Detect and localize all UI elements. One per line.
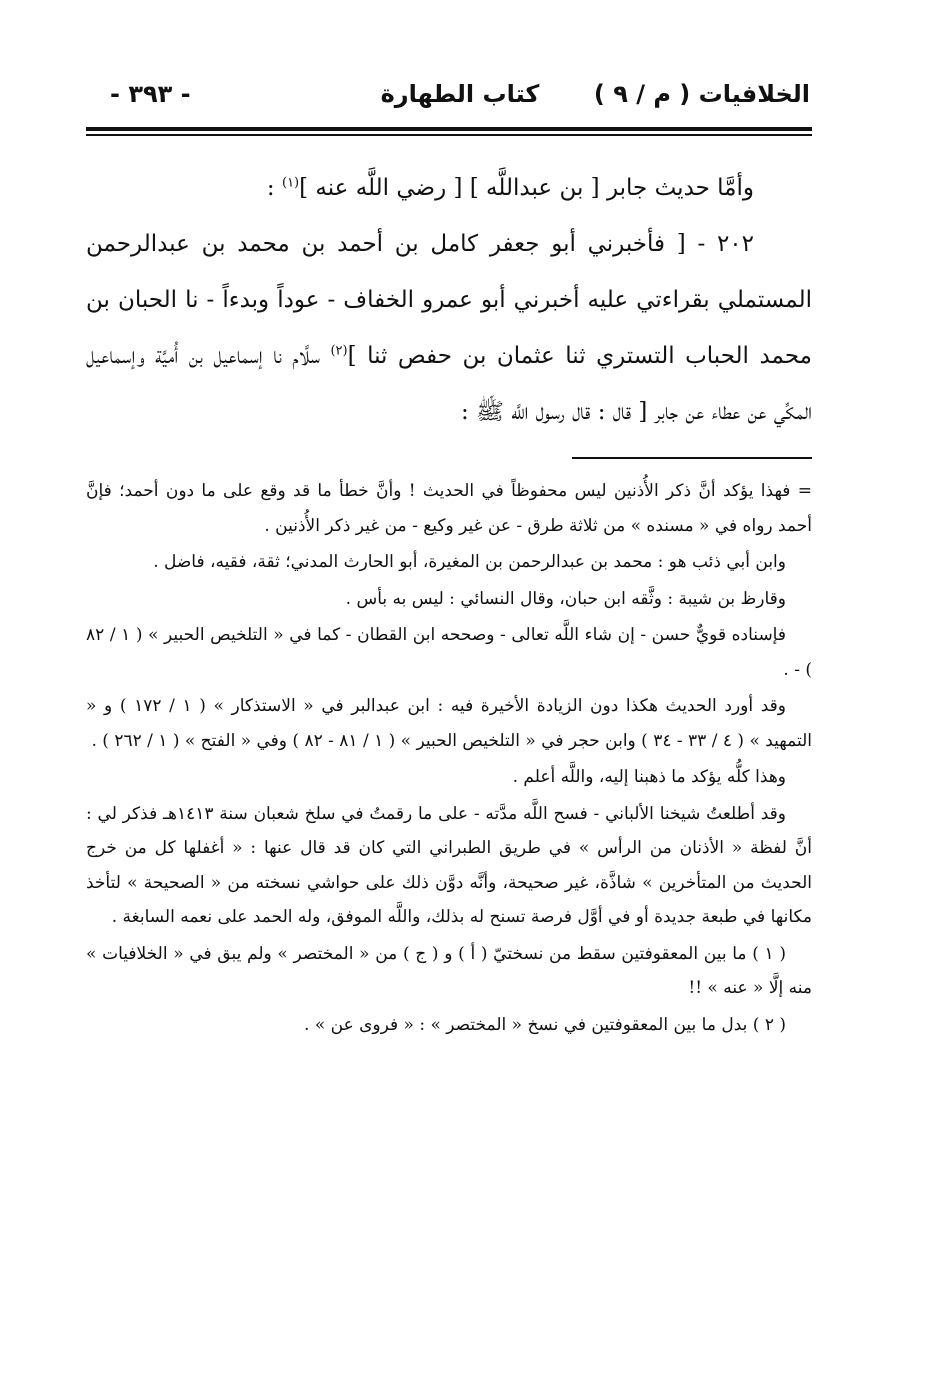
main-paragraph-2-end: سلَّام نا إسماعيل بن أُميَّة وإسماعيل المكِّي عن عطاء عن جابر [ قال : قال رسول اللَّه ﷺ : (86, 343, 812, 425)
main-paragraph-1 (86, 160, 812, 216)
header-rule-thin (86, 134, 812, 136)
note-paragraph: = فهذا يؤكد أنَّ ذكر الأُذنين ليس محفوظاً في الحديث ! وأنَّ خطأ ما قد وقع على ما دون أحمد؛ فإنَّ أحمد رواه في « مسنده » من ثلاثة طرق - عن غير وكيع - من غير ذكر الأُذنين . (86, 481, 812, 536)
footnote-1: ( ١ ) ما بين المعقوفتين سقط من نسختيّ ( أ ) و ( ج ) من « المختصر » ولم يبق في « الخلافيات » منه إلَّا « عنه » !! (86, 943, 812, 998)
notes-section (86, 474, 812, 1044)
note-paragraph: وقد أطلعتُ شيخنا الألباني - فسح اللَّه مدَّته - على ما رقمتُ في سلخ شعبان سنة ١٤١٣هـ فذكر لي : أنَّ لفظة « الأذنان من الرأس » في طريق الطبراني التي كان قد قال عنها : « أغفلها كل من خرج الحديث من المتأخرين » شاذَّة، غير صحيحة، وأنَّه دوَّن ذلك على حواشي نسخته من « الصحيحة » لتأخذ مكانها في طبعة جديدة أو في أوَّل فرصة تسنح له بذلك، واللَّه الموفق، وله الحمد على نعمه السابغة . (86, 803, 812, 927)
page-header (110, 76, 810, 120)
header-rule-thick (86, 127, 812, 131)
main-paragraph-2 (86, 216, 812, 440)
book-volume-label: الخلافيات ( م / ٩ ) (593, 80, 810, 108)
note-paragraph: وقارظ بن شيبة : وثَّقه ابن حبان، وقال النسائي : ليس به بأس . (345, 588, 786, 609)
main-paragraph-1-end: : (266, 175, 282, 201)
note-paragraph: فإسناده قويٌّ حسن - إن شاء اللَّه تعالى - وصححه ابن القطان - كما في « التلخيص الحبير » ( ١ / ٨٢ ) - . (86, 625, 812, 680)
note-paragraph: وابن أبي ذئب هو : محمد بن عبدالرحمن بن المغيرة، أبو الحارث المدني؛ ثقة، فقيه، فاضل . (153, 552, 786, 572)
footnote-separator (572, 457, 812, 459)
note-paragraph: وهذا كلُّه يؤكد ما ذهبنا إليه، واللَّه أعلم . (512, 767, 786, 787)
footnote-ref-1: (١) (281, 175, 300, 191)
page-number: - ٣٩٣ - (110, 80, 191, 108)
footnote-2: ( ٢ ) بدل ما بين المعقوفتين في نسخ « المختصر » : « فروى عن » . (304, 1014, 786, 1035)
main-text (86, 160, 812, 440)
main-paragraph-2-text: ٢٠٢ - [ فأخبرني أبو جعفر كامل بن أحمد بن محمد بن عبدالرحمن المستملي بقراءتي عليه أخبرني أبو عمرو الخفاف - عوداً وبدءاً - نا الحبان بن محمد الحباب التستري ثنا عثمان بن حفص ثنا ] (86, 231, 812, 369)
footnote-ref-2: (٢) (330, 343, 348, 359)
main-paragraph-1-text: وأمَّا حديث جابر [ بن عبداللَّه ] [ رضي اللَّه عنه ] (299, 175, 754, 201)
note-paragraph: وقد أورد الحديث هكذا دون الزيادة الأخيرة فيه : ابن عبدالبر في « الاستذكار » ( ١ / ١٧٢ ) و « التمهيد » ( ٤ / ٣٣ - ٣٤ ) وابن حجر في « التلخيص الحبير » ( ١ / ٨١ - ٨٢ ) وفي « الفتح » ( ١ / ٢٦٢ ) . (86, 696, 812, 751)
chapter-title: كتاب الطهارة (380, 80, 540, 108)
